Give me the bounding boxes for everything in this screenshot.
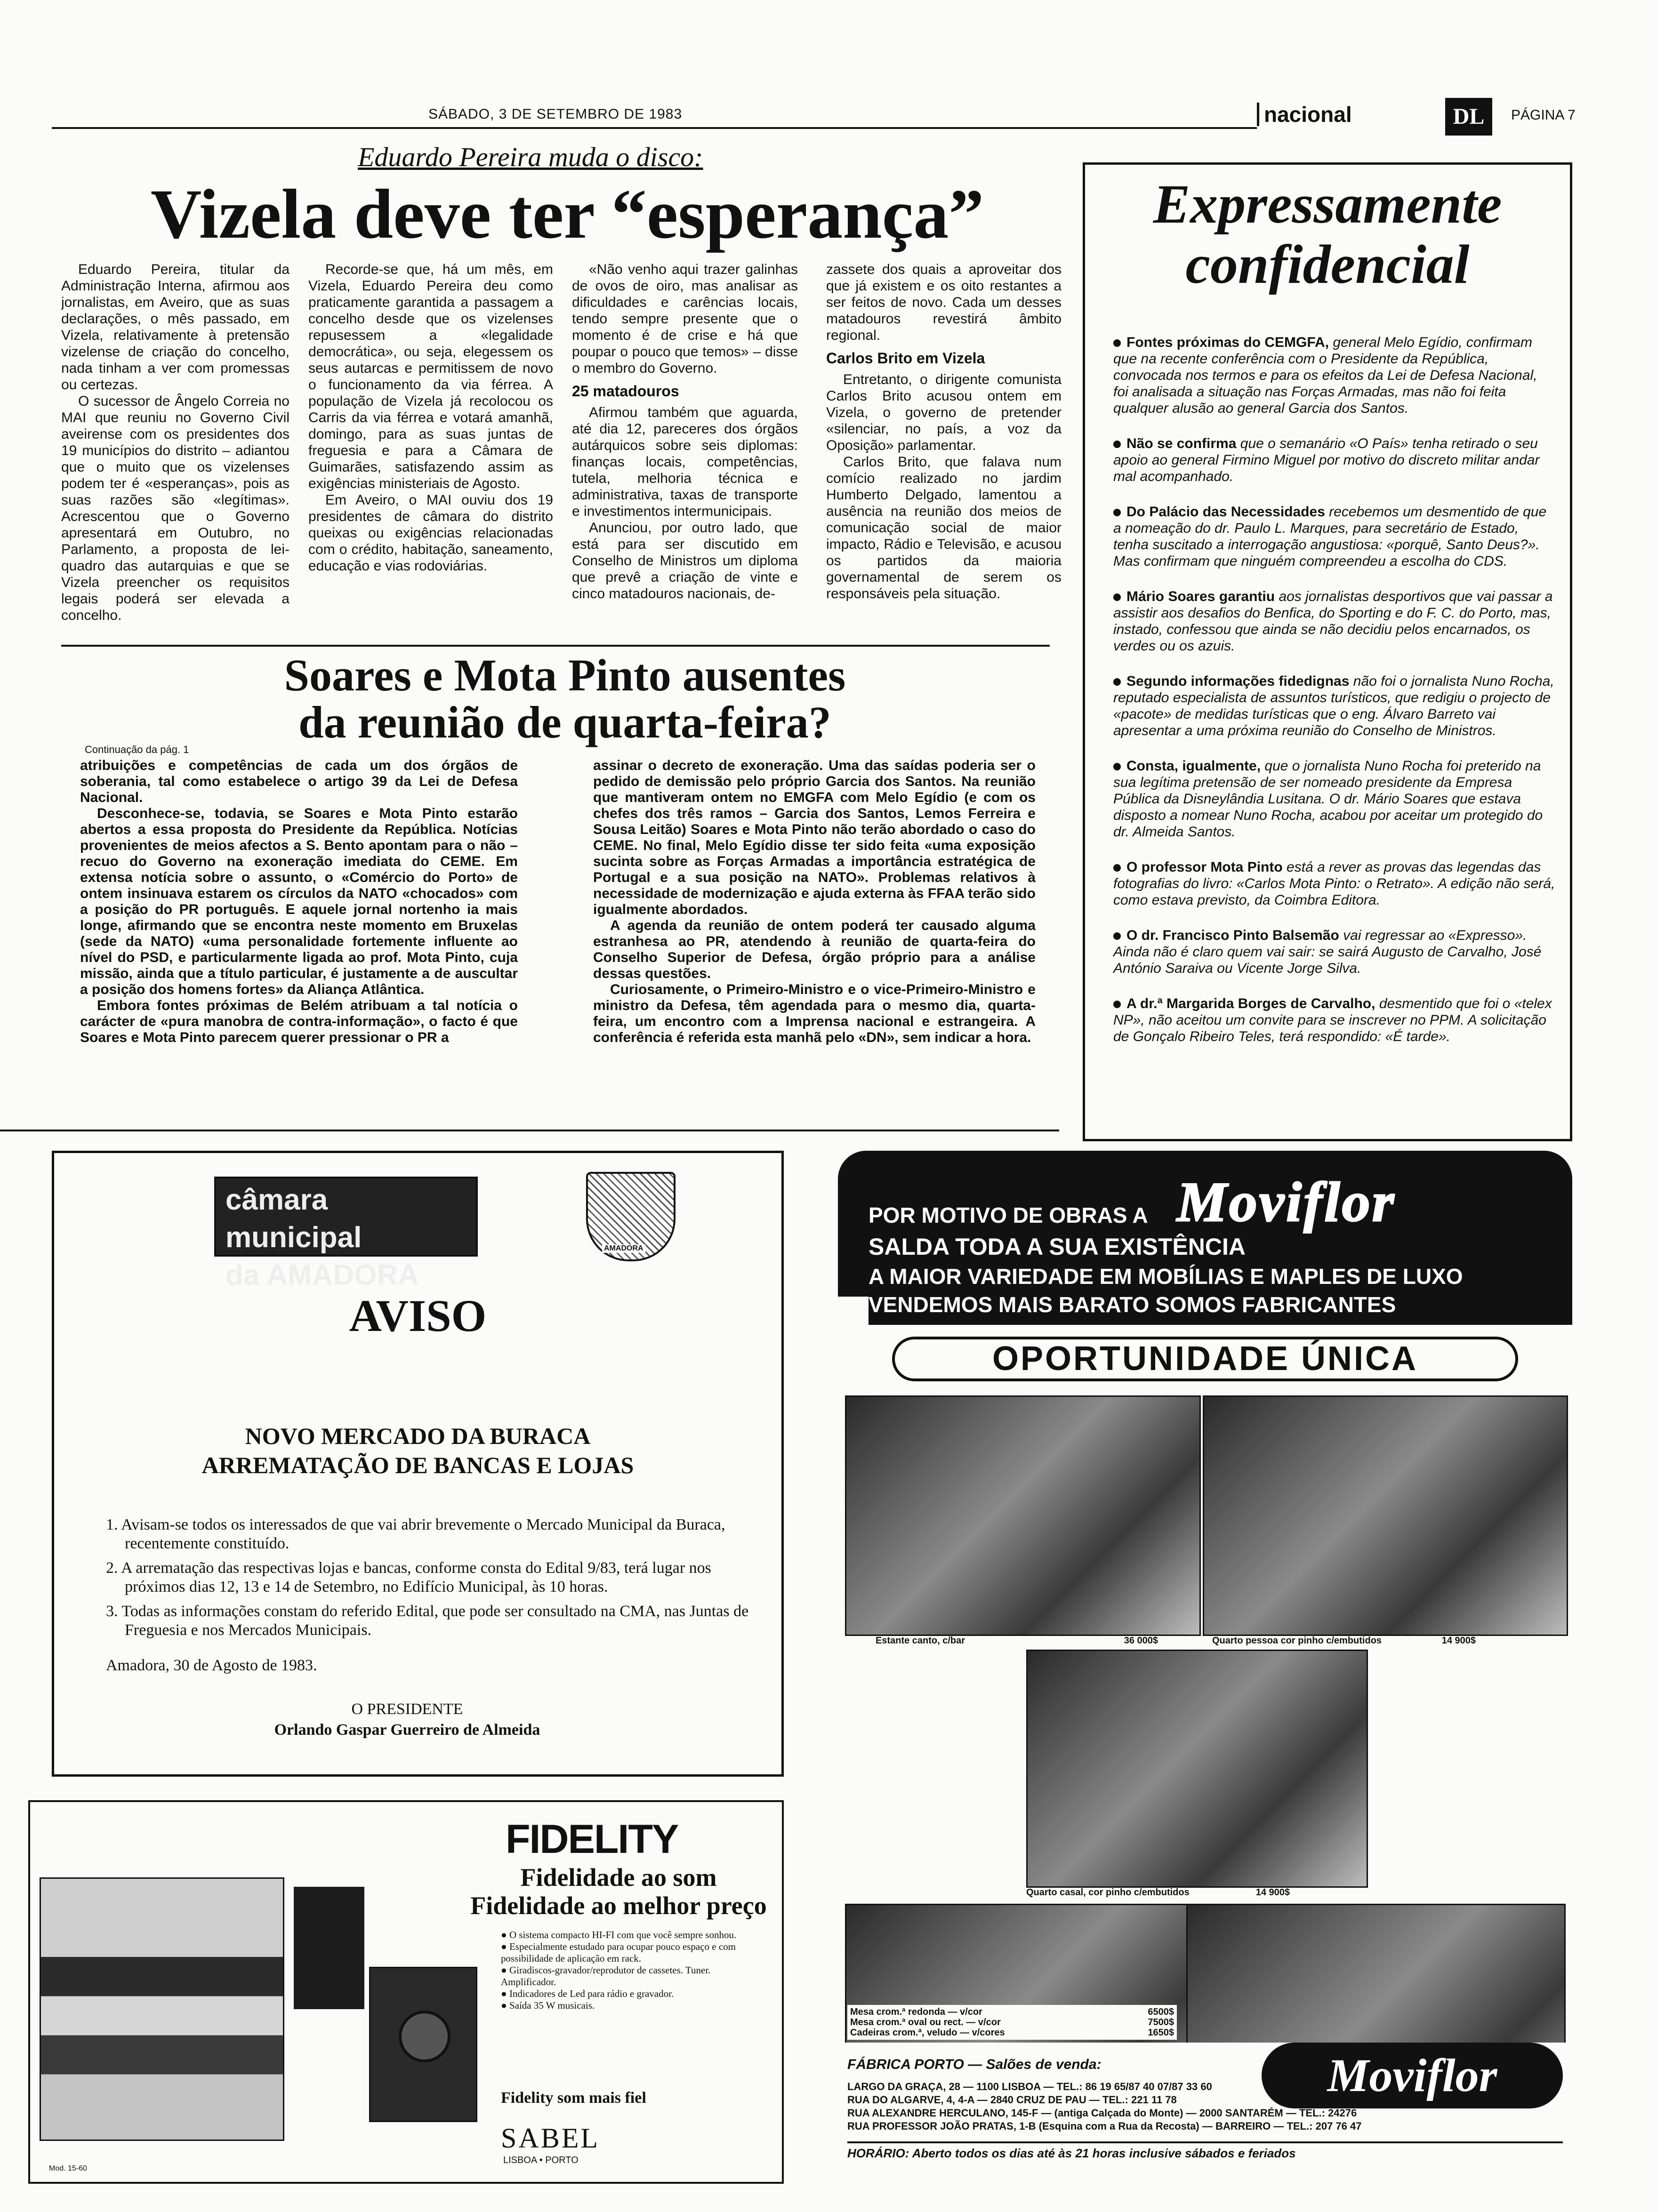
dealer-name: SABEL [501, 2123, 600, 2154]
article1-col2 [308, 261, 553, 628]
banner-line2: da AMADORA [225, 1259, 419, 1291]
item-text: está a rever as provas das legendas das fotografias do livro: «Carlos Mota Pinto: o Retrato». A edição não será, como estava previsto, da Coimbra Editora. [1113, 859, 1555, 908]
article1-col3-p3: Anunciou, por outro lado, que está para ser discutido em Conselho de Ministros um diploma que prevê a criação de vinte e cinco matadouros nacionais, de- [572, 520, 798, 601]
speaker-cone-icon [399, 2011, 450, 2062]
article2-bottom-rule [0, 1130, 1059, 1131]
article2-col2-p2: A agenda da reunião de ontem poderá ter causado alguma estranhesa ao PR, atendendo à reunião de quarta-feira do Conselho Superior de Defesa, órgão próprio para a análise dessas questões. [593, 918, 1036, 981]
aviso-title: AVISO [349, 1290, 487, 1341]
header-date: SÁBADO, 3 DE SETEMBRO DE 1983 [428, 106, 683, 122]
moviflor-line1: POR MOTIVO DE OBRAS A [869, 1203, 1148, 1227]
moviflor-footer [838, 2043, 1572, 2193]
feature-text: O sistema compacto HI-FI com que você sempre sonhou. [509, 1929, 737, 1940]
feature-text: Indicadores de Led para rádio e gravador. [509, 1988, 674, 1999]
aviso-item: 3. Todas as informações constam do referido Edital, que pode ser consultado na CMA, nas Juntas de Freguesia e nos Mercados Municipais. [106, 1603, 749, 1639]
article1-col4-p2: Entretanto, o dirigente comunista Carlos Brito acusou ontem em Vizela, o governo de pretender «silenciar, no país, a voz da Oposição» parlamentar. [826, 372, 1062, 453]
article2-col2 [593, 758, 1036, 1115]
price-item-value: 7500$ [1148, 2017, 1174, 2028]
price-item-name: Mesa crom.ª oval ou rect. — v/cor [850, 2017, 1001, 2028]
moviflor-brand-footer: Moviflor [1262, 2043, 1563, 2108]
slogan-line1: Fidelidade ao som [520, 1863, 717, 1891]
article2-col1-p3: Embora fontes próximas de Belém atribuam a tal notícia o carácter de «pura manobra de contra-informação», o facto é que Soares e Mota Pinto parecem querer pressionar o PR a [80, 998, 518, 1045]
confidencial-item [1113, 504, 1556, 569]
product-price: 14 900$ [1255, 1887, 1290, 1898]
moviflor-line3: A MAIOR VARIEDADE EM MOBÍLIAS E MAPLES DE LUXO [869, 1264, 1463, 1289]
article1-col1-p1: Eduardo Pereira, titular da Administração Interna, afirmou aos jornalistas, em Aveiro, que as suas declarações, o mês passado, em Vizela, relativamente à pretensão vizelense de criação do concelho, nada tinham a ver com promessas ou certezas. [61, 262, 290, 393]
article2-col2-p1: assinar o decreto de exoneração. Uma das saídas poderia ser o pedido de demissão pelo próprio Garcia dos Santos. Na reunião que mantiveram ontem no EMGFA com Melo Egídio (e com os chefes dos três ramos – Garcia dos Santos, Lemos Ferreira e Sousa Leitão) Soares e Mota Pinto não terão abordado o caso do CEME. No final, Melo Egídio disse ter sido feita «uma exposição sucinta sobre as Forças Armadas a importância estratégica de Portugal e a sua posição na NATO». Problemas relativos à necessidade de modernização e ajuda externa às FFAA terão sido igualmente abordados. [593, 758, 1036, 917]
price-item-value: 6500$ [1148, 2007, 1174, 2017]
feature-item: ● Indicadores de Led para rádio e gravador. [501, 1988, 674, 1999]
moviflor-price-list [847, 2005, 1177, 2040]
bullet-icon [1113, 678, 1121, 686]
aviso-signature [195, 1699, 619, 1740]
speaker-right-image [369, 1967, 477, 2122]
item-lead: A dr.ª Margarida Borges de Carvalho, [1126, 996, 1375, 1011]
product-name: Quarto casal, cor pinho c/embutidos [1026, 1887, 1190, 1898]
confidencial-item [1113, 995, 1556, 1045]
article1-col2-p2: Em Aveiro, o MAI ouviu dos 19 presidentes de câmara do distrito queixas ou exigências relacionadas com o crédito, habitação, saneamento, educação e vias rodoviárias. [308, 492, 553, 574]
feature-text: Saída 35 W musicais. [509, 2000, 595, 2011]
item-lead: Mário Soares garantiu [1126, 589, 1275, 604]
article1-col4-p3: Carlos Brito, que falava num comício realizado no jardim Humberto Delgado, lamentou a ausência na reunião dos meios de comunicação social de maior impacto, Rádio e Televisão, e acusou os partidos da maioria governamental de serem os responsáveis pela situação. [826, 454, 1062, 601]
header-page-number: PÁGINA 7 [1511, 107, 1576, 123]
amadora-seal-icon [586, 1172, 676, 1261]
product-name: Quarto pessoa cor pinho c/embutidos [1212, 1635, 1382, 1646]
article1-kicker: Eduardo Pereira muda o disco: [358, 142, 703, 172]
price-item-name: Mesa crom.ª redonda — v/cor [850, 2007, 982, 2017]
article2-col1-p1: atribuições e competências de cada um dos órgãos de soberania, tal como estabelece o artigo 39 da Lei de Defesa Nacional. [80, 758, 518, 805]
feature-item: ● O sistema compacto HI-FI com que você sempre sonhou. [501, 1929, 737, 1940]
amadora-banner [214, 1177, 478, 1291]
oportunidade-banner [892, 1337, 1518, 1381]
confidencial-item [1113, 673, 1556, 739]
stereo-image [40, 1877, 284, 2141]
product-caption [1026, 1887, 1290, 1898]
signer-title: O PRESIDENTE [351, 1700, 463, 1718]
address-line: LARGO DA GRAÇA, 28 — 1100 LISBOA — TEL.: 86 19 65/87 40 07/87 33 60 [847, 2081, 1212, 2092]
seal-label: AMADORA [602, 1244, 645, 1253]
confidencial-item [1113, 334, 1556, 417]
item-lead: Consta, igualmente, [1126, 758, 1261, 774]
product-photo [1203, 1395, 1568, 1636]
feature-item: ● Especialmente estudado para ocupar pouco espaço e com possibilidade de aplicação em rack. [501, 1941, 736, 1964]
moviflor-line2: SALDA TODA A SUA EXISTÊNCIA [869, 1234, 1246, 1260]
moviflor-brand-header: Moviflor [1177, 1170, 1396, 1233]
confidencial-list [1113, 334, 1556, 1064]
speaker-left-image [294, 1887, 364, 2009]
bullet-icon [1113, 593, 1121, 601]
article2-col1-p2: Desconhece-se, todavia, se Soares e Mota Pinto estarão abertos a essa proposta do Presidente da República. Notícias provenientes de meios afectos a S. Bento apontam para o não – recuo do Governo na exoneração imediata do CEME. Em extensa notícia sobre o assunto, o «Comércio do Porto» de ontem insinuava estarem os círculos da NATO «chocados» com a posição do PR português. E aquele jornal nortenho ia mais longe, afirmando que se encontra neste momento em Bruxelas (sede da NATO) «uma personalidade fortemente influente ao nível do PSD, e particularmente ligada ao prof. Mota Pinto, cuja missão, ainda que a título particular, é justamente a de auscultar a posição dos homens fortes» da Aliança Atlântica. [80, 806, 518, 997]
page-header [52, 103, 1577, 131]
item-text: general Melo Egídio, confirmam que na recente conferência com o Presidente da República, convocada nos termos e para os efeitos da Lei de Defesa Nacional, foi analisada a situação nas Forças Armadas, mas não foi feita qualquer alusão ao general Garcia dos Santos. [1113, 335, 1537, 416]
article1-col3-heading: 25 matadouros [572, 383, 679, 400]
item-text: que o jornalista Nuno Rocha foi preterido na sua legítima pretensão de ser nomeado presidente da Empresa Pública da Disneylândia Lusitana. O dr. Mário Soares que estava disposto a nomear Nuno Rocha, acabou por aceitar um protegido do dr. Almeida Santos. [1113, 758, 1543, 840]
item-text: aos jornalistas desportivos que vai passar a assistir aos desafios do Benfica, do Sporting e do F. C. do Porto, mas, instado, confessou que ainda se não decidiu pelos encarnados, os verdes ou os azuis. [1113, 589, 1553, 654]
fidelity-ad [28, 1800, 784, 2184]
item-text: que o semanário «O País» tenha retirado o seu apoio ao general Firmino Miguel por motivo do discreto militar andar mal acompanhado. [1113, 436, 1540, 484]
product-photo [845, 1395, 1201, 1636]
article2-title [141, 652, 989, 746]
article2-title-line1: Soares e Mota Pinto ausentes [284, 650, 846, 700]
product-price: 36 000$ [1124, 1635, 1158, 1646]
confidencial-item [1113, 859, 1556, 908]
aviso-date: Amadora, 30 de Agosto de 1983. [106, 1657, 317, 1674]
bullet-icon [1113, 339, 1121, 347]
address-line: RUA DO ALGARVE, 4, 4-A — 2840 CRUZ DE PAU — TEL.: 221 11 78 [847, 2094, 1177, 2106]
address-line: RUA ALEXANDRE HERCULANO, 145-F — (antiga Calçada do Monte) — 2000 SANTARÉM — TEL.: 24276 [847, 2107, 1357, 2119]
item-lead: Não se confirma [1126, 436, 1237, 451]
confidencial-item [1113, 588, 1556, 654]
fidelity-brand: FIDELITY [506, 1817, 678, 1862]
article1-col3 [572, 261, 798, 638]
product-caption [876, 1635, 1158, 1646]
item-lead: O professor Mota Pinto [1126, 859, 1283, 875]
aviso-items [106, 1515, 774, 1645]
dealer-cities: LISBOA • PORTO [503, 2155, 579, 2165]
moviflor-line4: VENDEMOS MAIS BARATO SOMOS FABRICANTES [869, 1292, 1572, 1325]
section-label: nacional [1264, 102, 1352, 127]
confidencial-item [1113, 927, 1556, 977]
feature-item: ● Saída 35 W musicais. [501, 2000, 595, 2011]
item-lead: Fontes próximas do CEMGFA, [1126, 335, 1329, 350]
price-item-value: 1650$ [1148, 2028, 1174, 2038]
aviso-item: 2. A arrematação das respectivas lojas e bancas, conforme consta do Edital 9/83, terá lugar nos próximos dias 12, 13 e 14 de Setembro, no Edifício Municipal, às 10 horas. [106, 1559, 711, 1595]
bullet-icon [1113, 864, 1121, 872]
confidencial-item [1113, 435, 1556, 485]
confidencial-title-line1: Expressamente [1153, 173, 1502, 235]
article2-col2-p3: Curiosamente, o Primeiro-Ministro e o vice-Primeiro-Ministro e ministro da Defesa, têm agendada para o mesmo dia, quarta-feira, um encontro com a Imprensa nacional e estrangeira. A conferência é referida esta manhã pelo «DN», sem indicar a hora. [593, 982, 1036, 1045]
moviflor-addresses [847, 2080, 1568, 2133]
article1-col4-heading: Carlos Brito em Vizela [826, 350, 985, 367]
confidencial-item [1113, 758, 1556, 840]
item-text: recebemos um desmentido de que a nomeação do dr. Paulo L. Marques, para secretário de Estado, tenha suscitado a interrogação angustiosa: «porquê, Santo Deus?». Mas confirmam que ninguém compreendeu a escolha do CDS. [1113, 504, 1547, 569]
feature-item: ● Giradiscos-gravador/reprodutor de cassetes. Tuner. Amplificador. [501, 1964, 711, 1988]
price-item-name: Cadeiras crom.ª, veludo — v/cores [850, 2028, 1005, 2038]
feature-text: Giradiscos-gravador/reprodutor de cassetes. Tuner. Amplificador. [501, 1964, 711, 1988]
article1-col3-p2: Afirmou também que aguarda, até dia 12, pareceres dos órgãos autárquicos sobre seis diplomas: finanças locais, competências, tutela, melhoria técnica e administrativa, taxas de transporte e investimentos intermunicipais. [572, 405, 798, 519]
item-text: desmentido que foi o «telex NP», não aceitou um convite para se inscrever no PPM. A solicitação de Gonçalo Ribeiro Teles, terá respondido: «É tarde». [1113, 996, 1552, 1044]
price-row [850, 2028, 1174, 2038]
header-section [1257, 103, 1352, 126]
article1-col2-p1: Recorde-se que, há um mês, em Vizela, Eduardo Pereira deu como praticamente garantida a passagem a concelho desde que os vizelenses repusessem a «legalidade democrática», ou seja, elegessem os seus autarcas e permitissem de novo o funcionamento da via férrea. A população de Vizela já recolocou os Carris da via férrea e votará amanhã, domingo, para as suas juntas de freguesia e para a Câmara de Guimarães, satisfazendo assim as exigências ministeriais de Agosto. [308, 262, 553, 491]
price-row [850, 2017, 1174, 2028]
article1-col1-p2: O sucessor de Ângelo Correia no MAI que reuniu no Governo Civil aveirense com os presidentes dos 19 municípios do distrito – adiantou que o muito que os vizelenses podem ter é «esperanças», pois as suas razões são «legítimas». Acrescentou que o Governo apresentará em Outubro, no Parlamento, a proposta de lei-quadro das autarquias e que se Vizela preencher os requisitos legais poderá ser elevada a concelho. [61, 393, 290, 623]
dl-logo [1445, 98, 1492, 136]
article2-title-line2: da reunião de quarta-feira? [298, 697, 831, 747]
confidencial-box [1083, 162, 1572, 1141]
article2-col1 [80, 758, 518, 1115]
confidencial-title-line2: confidencial [1185, 233, 1470, 295]
price-row [850, 2007, 1174, 2017]
article2-continued: Continuação da pág. 1 [85, 744, 189, 755]
feature-text: Especialmente estudado para ocupar pouco espaço e com possibilidade de aplicação em rack. [501, 1941, 736, 1964]
fidelity-slogan [463, 1863, 774, 1920]
bullet-icon [1113, 763, 1121, 770]
banner-line1: câmara municipal [225, 1184, 362, 1254]
article1-bottom-rule [61, 645, 1050, 647]
signer-name: Orlando Gaspar Guerreiro de Almeida [274, 1721, 540, 1739]
moviflor-hours: HORÁRIO: Aberto todos os dias até às 21 horas inclusive sábados e feriados [847, 2141, 1563, 2161]
item-lead: Do Palácio das Necessidades [1126, 504, 1325, 520]
article1-col4 [826, 261, 1062, 638]
product-photo [1026, 1650, 1368, 1888]
factory-line: FÁBRICA PORTO — Salões de venda: [847, 2057, 1102, 2072]
confidencial-title [1085, 174, 1570, 295]
bullet-icon [1113, 441, 1121, 448]
item-text: não foi o jornalista Nuno Rocha, reputado especialista de assuntos turísticos, que redigiu o projecto de «pacote» de medidas turísticas que o eng. Álvaro Barreto vai apresentar a uma próxima reunião do Conselho de Ministros. [1113, 673, 1554, 738]
logo-text: DL [1453, 104, 1485, 129]
article1-col1 [61, 261, 290, 628]
item-lead: Segundo informações fidedignas [1126, 673, 1350, 689]
fidelity-tagline: Fidelity som mais fiel [501, 2089, 646, 2107]
product-price: 14 900$ [1441, 1635, 1476, 1646]
moviflor-header [838, 1151, 1572, 1297]
bullet-icon [1113, 509, 1121, 516]
item-lead: O dr. Francisco Pinto Balsemão [1126, 928, 1339, 943]
article1-title: Vizela deve ter “esperança” [151, 175, 984, 253]
aviso-subtitle [54, 1421, 781, 1480]
model-label: Mod. 15-60 [49, 2164, 87, 2172]
product-name: Estante canto, c/bar [876, 1635, 965, 1646]
fidelity-features [501, 1929, 764, 2012]
banner-text: OPORTUNIDADE ÚNICA [992, 1340, 1418, 1378]
subtitle-line1: NOVO MERCADO DA BURACA [245, 1423, 591, 1449]
aviso-item: 1. Avisam-se todos os interessados de que vai abrir brevemente o Mercado Municipal da Buraca, recentemente constituído. [106, 1516, 725, 1552]
header-rule [52, 127, 1257, 129]
aviso-ad [52, 1151, 784, 1777]
slogan-line2: Fidelidade ao melhor preço [470, 1891, 767, 1920]
article1-col3-p1: «Não venho aqui trazer galinhas de ovos de oiro, mas analisar as dificuldades e carências locais, tendo sempre presente que o momento é de crise e há que poupar o pouco que temos» – disse o membro do Governo. [572, 262, 798, 376]
item-text: vai regressar ao «Expresso». Ainda não é claro quem vai sair: se sairá Augusto de Carvalho, José António Saraiva ou Vicente Jorge Silva. [1113, 928, 1542, 976]
product-caption [1212, 1635, 1476, 1646]
bullet-icon [1113, 1001, 1121, 1008]
bullet-icon [1113, 932, 1121, 940]
address-line: RUA PROFESSOR JOÃO PRATAS, 1-B (Esquina com a Rua da Recosta) — BARREIRO — TEL.: 207 76 47 [847, 2120, 1362, 2132]
article1-col4-p1: zassete dos quais a aproveitar dos que já existem e os oito restantes a ser feitos de novo. Cada um desses matadouros revestirá âmbito regional. [826, 262, 1062, 343]
subtitle-line2: ARREMATAÇÃO DE BANCAS E LOJAS [201, 1452, 634, 1478]
